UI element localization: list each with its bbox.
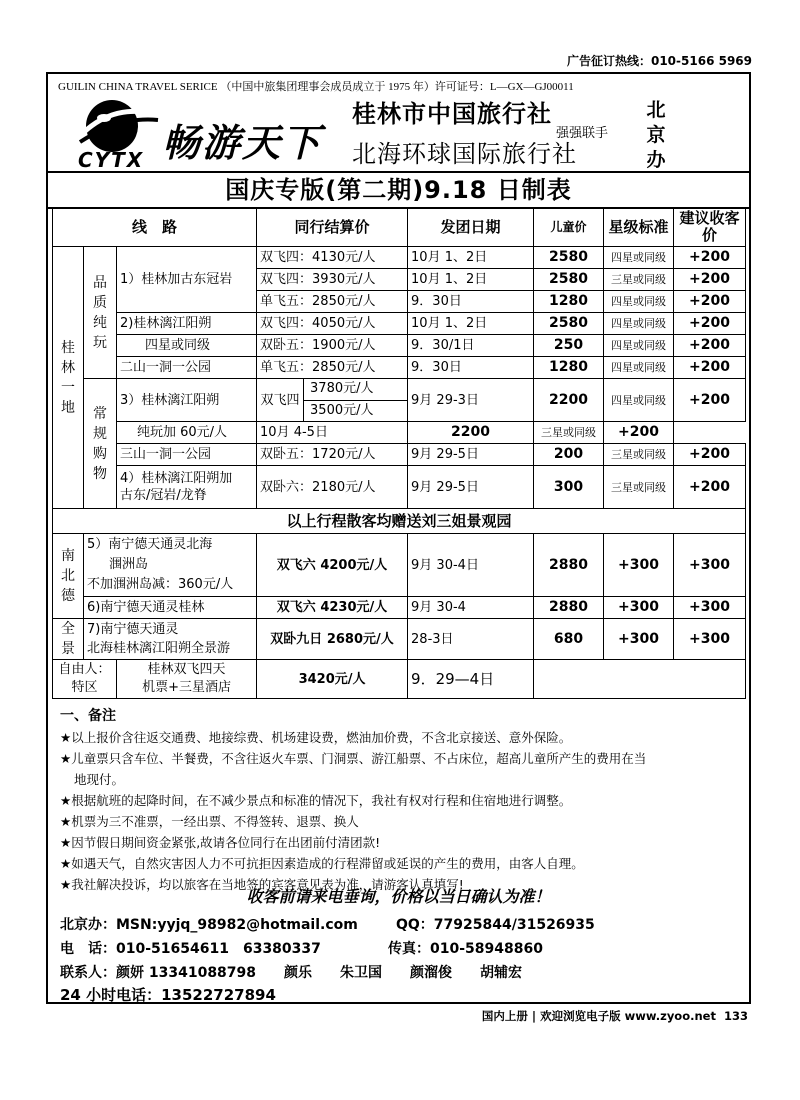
table-row: 桂林一地 品质纯玩 1）桂林加古东冠岩 双飞四：4130元/人 10月 1、2日 2580 四星或同级 +200 (53, 247, 746, 269)
table-header-row (53, 208, 746, 247)
table-row (53, 509, 746, 534)
contact-msn-row: 北京办：MSN:yyjq_98982@hotmail.com QQ：77925844/31526935 (60, 917, 595, 933)
company-guilin: 桂林市中国旅行社 (352, 99, 552, 128)
route-3: 3）桂林漓江阳朔 (117, 379, 257, 422)
price-table: 线 路 同行结算价 发团日期 儿童价 星级标准 建议收客 价 桂林一地 品质纯玩 1）桂林加古东冠岩 双飞四：4130元/人 10月 1、2日 2580 四星或同级 +200 双飞四：3930元/人 10月 1、2日 2580 三星或同级 +200 单飞五：2850元/人 9．30日 1280 四星或同级 +200 2)桂林漓江阳朔 双飞四：4050元/人 10月 1、2日 2580 四星或同级 +200 四星或同级 双卧五：1900元/人 9．30/1日 250 四星或同级 +200 二山一洞一公园 单飞五：2850元/人 9．30日 1280 四星或同级 +200 常规购物 3）桂林漓江阳朔 双飞四 3780元/人 3500元/人 9月 29-3日 2200 四星或同级 +200 纯玩加 60元/人 10月 4-5日 2200 三星或同级 +200 三山一洞一公园 双卧五：1720元/人 9月 29-5日 200 三星或同级 +200 4）桂林漓江阳朔加 古东/冠岩/龙脊 双卧六：2180元/人 9月 29-5日 300 三星或同级 +200 以上行程散客均赠送刘三姐景观园 南北德 5）南宁德天通灵北海 涠洲岛 不加涠洲岛减：360元/人 双飞六 4200元/人 9月 30-4日 2880 +300 +300 6)南宁德天通灵桂林 双飞六 4230元/人 9月 30-4 2880 +300 +300 全景 7)南宁德天通灵 北海桂林漓江阳朔全景游 双卧九日 2680元/人 28-3日 680 +300 +300 自由人： 特区 桂林双飞四天 机票+三星酒店 3420元/人 9．29—4日 (52, 207, 746, 699)
route-7: 7)南宁德天通灵 北海桂林漓江阳朔全景游 (84, 619, 257, 660)
table-row: 三山一洞一公园 双卧五：1720元/人 9月 29-5日 200 三星或同级 +200 (53, 444, 746, 466)
remarks: 一、备注 ★以上报价含往返交通费、地接综费、机场建设费，燃油加价费，不含北京接送、意外保险。 ★儿童票只含车位、半餐费，不含往返火车票、门洞票、游江船票、不占床位，超高儿童所产生的费用在当 地现付。 ★根据航班的起降时间，在不减少景点和标准的情况下，我社有权对行程和住宿地进行调整。 ★机票为三不准票，一经出票、不得签转、退票、换人 ★因节假日期间资金紧张,故请各位同行在出团前付清团款! ★如遇天气，自然灾害因人力不可抗拒因素造成的行程滞留或延误的产生的费用，由客人自理。 ★我社解决投诉，均以旅客在当地签的宾客意见表为准，请游客认真填写! (60, 708, 647, 892)
table-row: 常规购物 3）桂林漓江阳朔 双飞四 3780元/人 3500元/人 9月 29-3日 2200 四星或同级 +200 (53, 379, 746, 422)
table-row: 自由人： 特区 桂林双飞四天 机票+三星酒店 3420元/人 9．29—4日 (53, 660, 746, 699)
joint-label: 强强联手 (556, 126, 609, 141)
free-traveler: 自由人： 特区 (53, 660, 117, 699)
table-row: 南北德 5）南宁德天通灵北海 涠洲岛 不加涠洲岛减：360元/人 双飞六 4200元/人 9月 30-4日 2880 +300 +300 (53, 534, 746, 597)
slogan: 畅游天下 (162, 120, 323, 165)
page-footer: 国内上册 | 欢迎浏览电子版 www.zyoo.net 133 (481, 1009, 748, 1023)
price-double-fly-four: 双飞四 3780元/人 3500元/人 (257, 379, 408, 422)
header-child: 儿童价 (534, 208, 604, 247)
beijing-office-vertical: 北 京 办 (646, 99, 666, 171)
header-suggest: 建议收客 价 (674, 208, 746, 247)
agency-info-line: GUILIN CHINA TRAVEL SERICE （中国中旅集团理事会成员成立于 1975 年）许可证号：L—GX—GJ00011 (58, 81, 574, 93)
confirm-note: 收客前请来电垂询，价格以当日确认为准！ (246, 887, 551, 906)
route-1: 1）桂林加古东冠岩 (117, 247, 257, 313)
area-nbd: 南北德 (53, 534, 84, 619)
table-row: 6)南宁德天通灵桂林 双飞六 4230元/人 9月 30-4 2880 +300 +300 (53, 597, 746, 619)
category-regular: 常规购物 (84, 379, 117, 509)
gift-note: 以上行程散客均赠送刘三姐景观园 (53, 509, 746, 534)
route-6: 6)南宁德天通灵桂林 (84, 597, 257, 619)
header-star: 星级标准 (604, 208, 674, 247)
header-route: 线 路 (53, 208, 257, 247)
area-full: 全景 (53, 619, 84, 660)
contact-phone-row: 电 话：010-51654611 63380337 传真：010-58948860 (60, 941, 543, 957)
route-4: 4）桂林漓江阳朔加 古东/冠岩/龙脊 (117, 466, 257, 509)
route-2: 2)桂林漓江阳朔 (117, 313, 257, 335)
cytx-logo-text: CYTX (78, 148, 145, 172)
table-row: 单飞五：2850元/人 9．30日 1280 四星或同级 +200 (53, 291, 746, 313)
header-date: 发团日期 (408, 208, 534, 247)
table-row: 2)桂林漓江阳朔 双飞四：4050元/人 10月 1、2日 2580 四星或同级 +200 (53, 313, 746, 335)
table-row: 全景 7)南宁德天通灵 北海桂林漓江阳朔全景游 双卧九日 2680元/人 28-3日 680 +300 +300 (53, 619, 746, 660)
table-row: 四星或同级 双卧五：1900元/人 9．30/1日 250 四星或同级 +200 (53, 335, 746, 357)
page-title: 国庆专版(第二期)9.18 日制表 (48, 171, 749, 209)
contact-24h-hotline: 24 小时电话：13522727894 (60, 986, 276, 1004)
category-quality: 品质纯玩 (84, 247, 117, 379)
route-5: 5）南宁德天通灵北海 涠洲岛 不加涠洲岛减：360元/人 (84, 534, 257, 597)
header-price: 同行结算价 (257, 208, 408, 247)
company-beihai: 北海环球国际旅行社 (352, 140, 577, 168)
table-row: 双飞四：3930元/人 10月 1、2日 2580 三星或同级 +200 (53, 269, 746, 291)
page-number: 133 (723, 1009, 748, 1023)
table-row: 纯玩加 60元/人 10月 4-5日 2200 三星或同级 +200 (53, 422, 746, 444)
area-guilin: 桂林一地 (53, 247, 84, 509)
ad-hotline: 广告征订热线：010-5166 5969 (566, 54, 752, 68)
table-row: 二山一洞一公园 单飞五：2850元/人 9．30日 1280 四星或同级 +200 (53, 357, 746, 379)
contact-people-row: 联系人：颜妍 13341088798 颜乐 朱卫国 颜溜俊 胡辅宏 (60, 965, 523, 981)
